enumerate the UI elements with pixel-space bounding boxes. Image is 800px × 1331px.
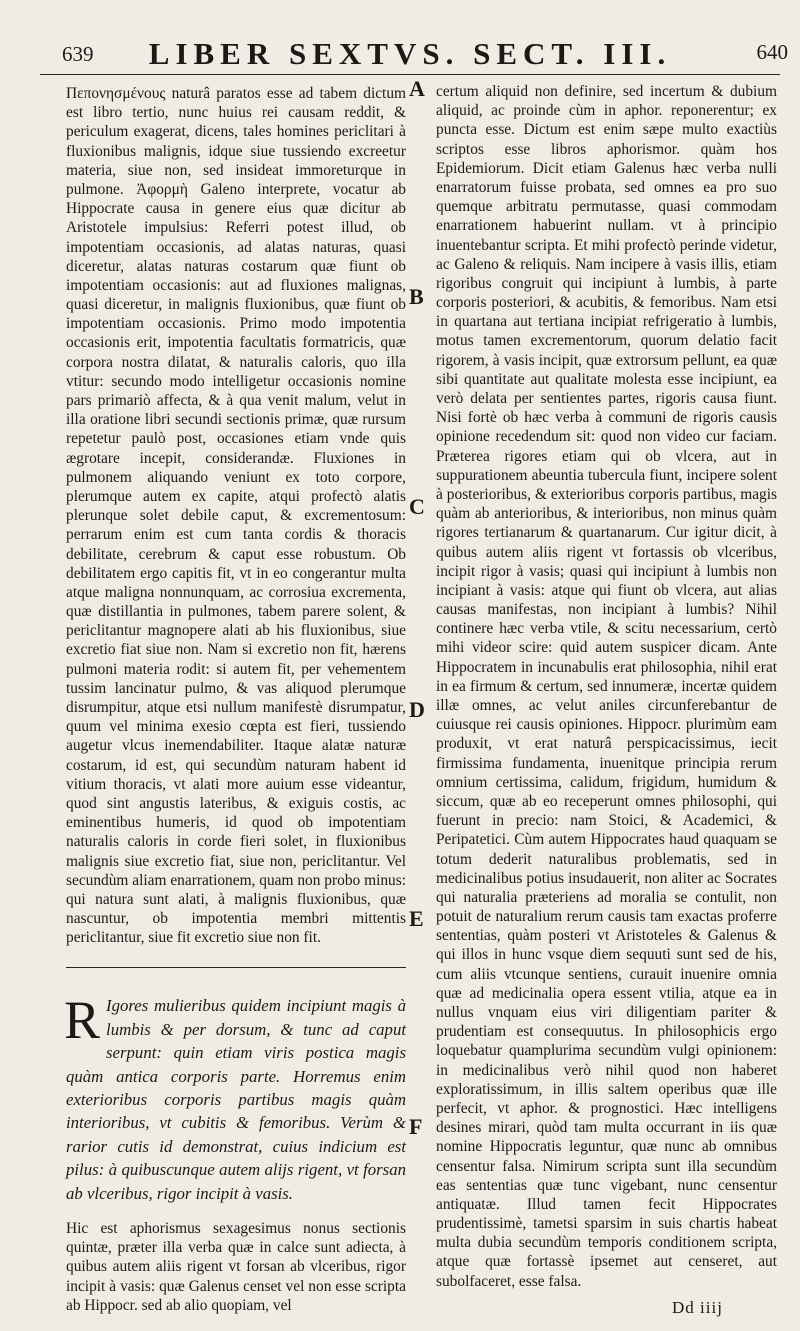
commentary-paragraph-2: Hic est aphorismus sexagesimus nonus sectionis quintæ, præter illa verba quæ in calce sunt adiecta, à quibus autem aliis rigent vt forsan ab vlceribus, rigor incipit à vasis: quæ Galenus censet vel non esse scripta ab Hippocr. sed ab alio quopiam, vel — [66, 1220, 406, 1314]
margin-letter-f: F — [409, 1114, 423, 1139]
section-divider — [66, 967, 406, 968]
margin-letter-c: C — [409, 494, 425, 519]
page-number-left: 639 — [62, 42, 94, 66]
running-title: LIBER SEXTVS. SECT. III. — [148, 36, 672, 71]
margin-letter-b: B — [409, 284, 424, 309]
right-column-text: certum aliquid non definire, sed incertum & dubium aliquid, ac proinde cùm in aphor. reponerentur; ex puncta esse. Dictum est enim sæpe multo exactiùs scriptos esse libros aphorismor. quàm hos Epidemiorum. Dicit etiam Galenus hæc verba nulli enarratorum fuisse probata, sed omnes ea pro suo quemque arbitratu permutasse, quasi commodam enarrationem habuerint nullam. vt à principio inuentebantur scripta. Et mihi profectò perinde videtur, ac Galeno & reliquis. Nam incipere à vasis illis, etiam rigoribus congruit qui incipiunt à lumbis, à parte corporis posteriori, & acubitis, & femoribus. Nam etsi in quartana aut tertiana incipiat refrigeratio à lumbis, motus tamen excrementorum, quorum delatio facit rigorem, à vasis incipit, quæ extrorsum pellunt, ea quæ sibi quantitate aut qualitate molesta esse incipiunt, ea verò delata per sentientes partes, rigoris causa fiunt. Nisi fortè ob hæc verba à communi de rigoris causis opinione recedendum sit: quod non video cur faciam. Præterea rigores etiam qui ob vlcera, aut in suppurationem abeuntia tubercula fiunt, incipere solent à posterioribus, & exterioribus corporis partibus, magis quàm ab anterioribus, & interioribus, non minus quàm rigores tertianarum & quartanarum. Cur igitur dicit, à quibus autem aliis rigent vt fortassis ob vlceribus, incipit rigor à vasis; quasi qui incipiunt à lumbis non incipiant à vasis: atque qui fiunt ob vlcera, aut alias causas manifestas, non incipiant à lumbis? Nihil continere hæc verba vtile, & scitu necessarium, certò mihi videor scire: quid autem suspicer dicam. Ante Hippocratem in incunabulis erat philosophia, nihil erat in ea firmum & certum, sed innumeræ, incertæ quidem illæ omnes, ac velut aniles circunferebantur de cuiusque rei causis opiniones. Hippocr. plurimùm eam produxit, vt erat naturâ perspicacissimus, iecit firmissima fundamenta, inuenitque principia rerum omnium certissima, calidum, frigidum, humidum & siccum, quæ ab eo receperunt omnes philosophi, qui fuerunt in precio: nam Stoici, & Academici, & Peripatetici. Cùm autem Hippocrates haud quaquam se totum dederit naturalibus problematis, sed in medicinalibus potius insudauerit, non aliter ac Socrates qui naturalia præteriens ad moralia se contulit, non potuit de naturalium rerum causis tam exactas proferre sententias, quàm posteri vt Aristoteles & Galenus & qui illos in hunc vsque diem sequuti sunt sed de his, cum aliis vtcunque sentiens, curauit inuenire omnia quæ ad medicinalia opera essent vtilia, atque ea in nullus vnquam eius viri diligentiam pariter & prudentiam est consequutus. In philosophicis ergo loquebatur quamplurima secundùm vulgi opinionem: in medicinalibus verò nihil quod non haberet exploratissimum, in illis saltem operibus quæ ille perfecit, vt aphor. & prognostici. Hæc intelligens desines mirari, quòd tam multa occurrant in iis quæ nomine Hippocratis leguntur, quæ nunc ab omnibus censentur falsa. Nimirum scripta sunt illa secundùm eas sententias quæ tunc vigebant, nunc censentur antiquatæ. Illud tamen fecit Hippocrates prudentissimè, tametsi sparsim in suis chartis habeat multa dubia secundùm temporis conditionem scripta, atque quæ fortassè ipsemet aut censeret, aut subolfaceret, esse falsa. — [436, 83, 777, 1290]
drop-cap: R — [64, 990, 101, 1051]
commentary-paragraph: Πεπονησμένους naturâ paratos esse ad tabem dictum est libro tertio, nunc huius rei causam reddit, & periculum exagerat, dicens, tales homines periclitari à fluxionibus malignis, idque siue tussiendo excreetur materia, siue non, sed insideat immoreturque in pulmone. Ἀφορμὴ Galeno interprete, vocatur ab Hippocrate causa in genere eius quæ dicitur ab Aristotele impulsius: Referri potest illud, ob impotentiam occasionis, ad alatas naturas, quasi diceretur, alatas naturas costarum quæ fiunt ob impotentiam occasionis: aut ad fluxiones malignas, quasi diceretur, in malignis fluxionibus, quæ fiunt ob impotentiam occasionis. Primo modo impotentia occasionis erit, impotentia facultatis formatricis, quæ corpora nostra dilatat, & naturalis caloris, quo illa vtitur: secundo modo intelligetur occasionis nomine pars primariò affecta, & à qua venit malum, velut in illa oratione libri secundi sectionis primæ, quæ rursum repetetur paulò post, occasiones etiam vnde quis ægrotare incepit, considerandæ. Fluxiones in pulmonem aliquando veniunt ex toto corpore, plerumque autem ex capite, atqui profectò alatis plerunque solet debile caput, & excrementosum: perrarum enim est cum tanta cordis & thoracis debilitate, cerebrum & caput esse robustum. Ob debilitatem ergo capitis fit, vt in eo congerantur multa atque maligna nonnunquam, ac corrosiua excrementa, quæ distillantia in pulmones, tabem parere solent, & periclitantur magnopere alati ab his fluxionibus, siue excretio fiat siue non. Nam si excretio non fit, hærens pulmoni materia rodit: si autem fit, per vehementem tussim lancinatur pulmo, & vas aliquod plerumque disrumpitur, atque etsi nullum manifestè disrumpatur, quum vel minima exesio cœpta est fieri, tussiendo augetur vlcus inemendabiliter. Itaque alatæ naturæ costarum, id est, qui secundùm naturam habent id vitium thoracis, vt alati more auium esse videantur, quod sint angustis lateribus, & exiguis costis, ac eminentibus humeris, id quod ob impotentiam naturalis caloris in corde fieri solet, in fluxionibus malignis siue excretio fiat, siue non, periclitantur. Vel secundùm aliam enarrationem, quam non probo minus: qui natura sunt alati, à malignis fluxionibus, quæ nascuntur, ob impotentia membri mittentis periclitantur, siue fit excretio siue non fit. — [66, 85, 406, 947]
margin-letter-a: A — [409, 76, 425, 101]
left-column — [66, 84, 406, 1315]
aphorism-text — [64, 990, 406, 1205]
margin-letter-d: D — [409, 697, 425, 722]
catchword-signature: Dd iiij — [672, 1298, 723, 1317]
running-header — [40, 34, 788, 75]
margin-letter-e: E — [409, 906, 424, 931]
right-column — [436, 82, 777, 1291]
aphorism-body: Igores mulieribus quidem incipiunt magis à lumbis & per dorsum, & tunc ad caput serpunt: quin etiam viris postica magis quàm antica corporis parte. Horremus enim exterioribus corporis partibus magis quàm interioribus, vt cubitis & femoribus. Verùm & rarior cutis id demonstrat, cuius indicium est pilus: à quibuscunque autem alijs rigent, vt forsan ab vlceribus, rigor incipit à vasis. — [66, 996, 406, 1203]
page-number-right: 640 — [756, 40, 788, 64]
